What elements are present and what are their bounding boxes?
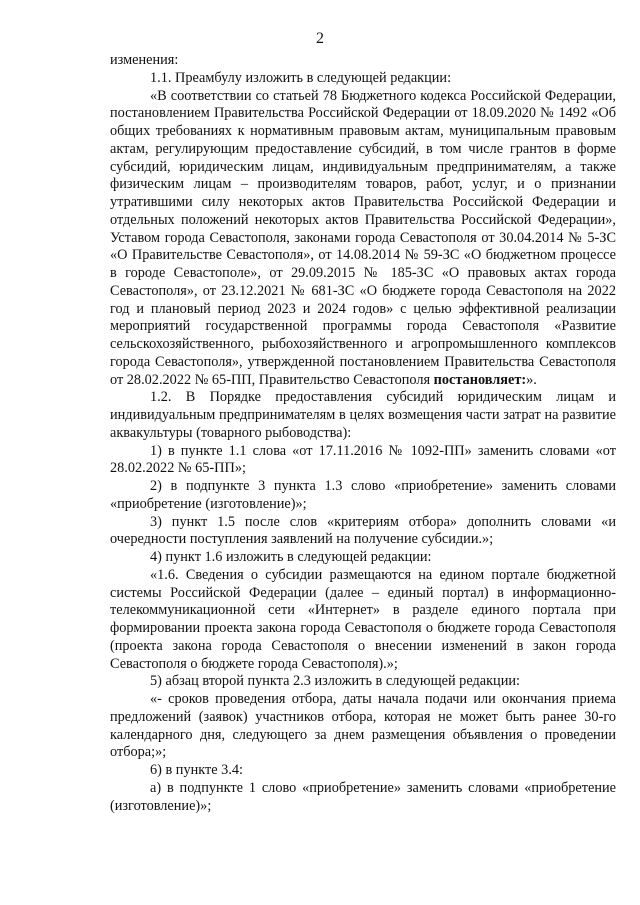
paragraph-intro: изменения: [110, 52, 179, 68]
document-body [110, 52, 616, 815]
paragraph-2-3: «- сроков проведения отбора, даты начала подачи или окончания приема предложений (заявок) участников отбора, которая не может быть ранее 30-го календарного дня, следующего за днем размещения объявления о проведении отбора;»; [110, 691, 616, 761]
paragraph-item-a: а) в подпункте 1 слово «приобретение» заменить словами «приобретение (изготовление)»; [110, 779, 616, 814]
paragraph-item-6: 6) в пункте 3.4: [150, 762, 244, 778]
preamble-tail: ». [526, 371, 537, 388]
paragraph-item-4: 4) пункт 1.6 изложить в следующей редакции: [150, 549, 432, 565]
paragraph-preamble [110, 88, 616, 390]
page-number: 2 [316, 30, 324, 47]
preamble-bold-word: постановляет: [433, 371, 527, 388]
paragraph-1-1: 1.1. Преамбулу изложить в следующей редакции: [150, 69, 452, 86]
paragraph-item-5: 5) абзац второй пункта 2.3 изложить в следующей редакции: [150, 673, 520, 690]
preamble-text: «В соответствии со статьей 78 Бюджетного кодекса Российской Федерации, постановлением Правительства Российской Федерации от 18.09.2020 № 1492 «Об общих требованиях к нормативным правовым актам, муниципальным правовым актам, регулирующим предоставление субсидий, в том числе грантов в форме субсидий, юридическим лицам, индивидуальным предпринимателям, а также физическим лицам – производителям товаров, работ, услуг, и о признании утратившими силу некоторых актов Правительства Российской Федерации и отдельных положений некоторых актов Правительства Российской Федерации», Уставом города Севастополя, законами города Севастополя от 30.04.2014 № 5-ЗС «О Правительстве Севастополя», от 14.08.2014 № 59-ЗС «О бюджетном процессе в городе Севастополе», от 29.09.2015 № 185-ЗС «О правовых актах города Севастополя», от 23.12.2021 № 681-ЗС «О бюджете города Севастополя на 2022 год и плановый период 2023 и 2024 годов» с целью эффективной реализации мероприятий государственной программы города Севастополя «Развитие сельскохозяйственного, рыбохозяйственного и агропромышленного комплексов города Севастополя», утвержденной постановлением Правительства Севастополя от 28.02.2022 № 65-ПП, Правительство Севастополя [110, 87, 616, 388]
paragraph-1-6: «1.6. Сведения о субсидии размещаются на едином портале бюджетной системы Российской Федерации (далее – единый портал) в информационно-телекоммуникационной сети «Интернет» в разделе единого портала при формировании проекта закона города Севастополя о бюджете города Севастополя (проекта закона города Севастополя о внесении изменений в закон города Севастополя о бюджете города Севастополя).»; [110, 566, 616, 672]
paragraph-item-2: 2) в подпункте 3 пункта 1.3 слово «приобретение» заменить словами «приобретение (изготовление)»; [110, 478, 616, 512]
paragraph-item-1: 1) в пункте 1.1 слова «от 17.11.2016 № 1092-ПП» заменить словами «от 28.02.2022 № 65-ПП»; [110, 442, 616, 477]
paragraph-item-3: 3) пункт 1.5 после слов «критериям отбора» дополнить словами «и очередности поступления заявлений на получение субсидии.»; [110, 513, 616, 548]
paragraph-1-2: 1.2. В Порядке предоставления субсидий юридическим лицам и индивидуальным предпринимателям в целях возмещения части затрат на развитие аквакультуры (товарного рыбоводства): [110, 389, 616, 441]
